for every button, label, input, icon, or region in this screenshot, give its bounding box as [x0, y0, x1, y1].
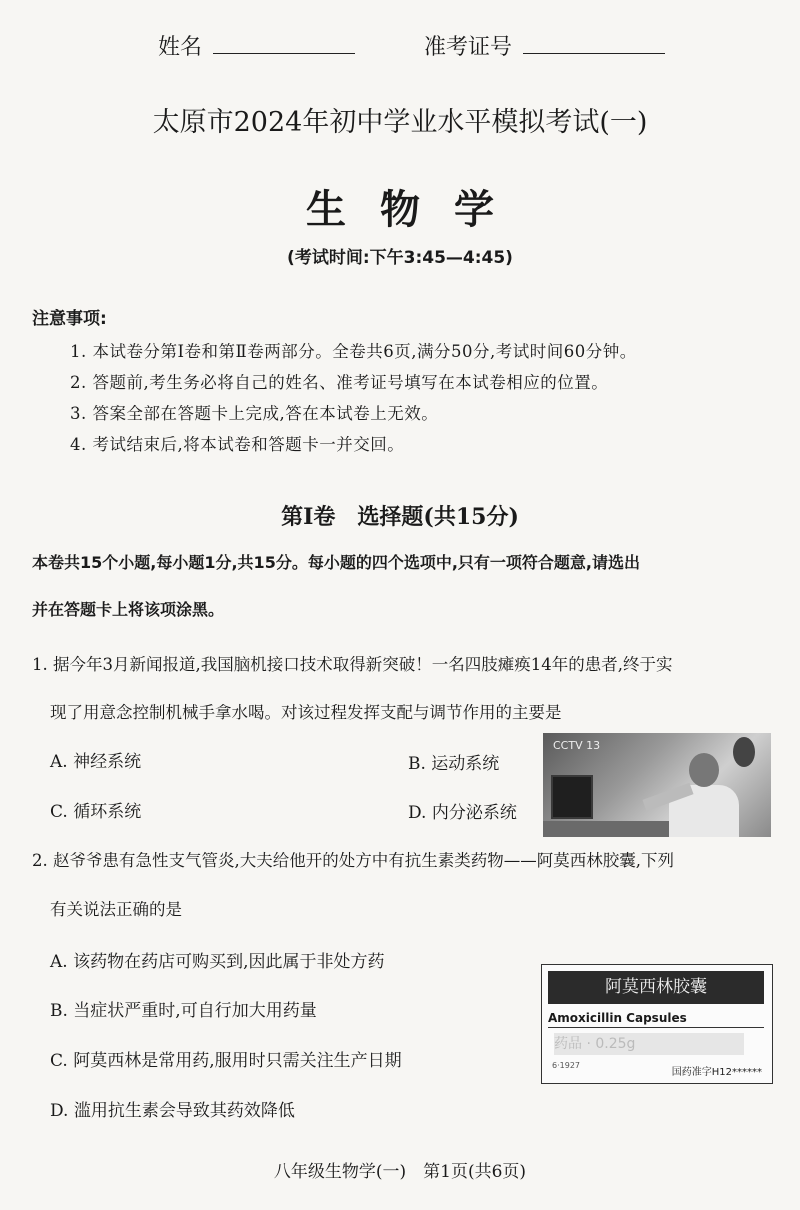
name-field	[158, 30, 355, 61]
question-2-line1: 2. 赵爷爷患有急性支气管炎,大夫给他开的处方中有抗生素类药物——阿莫西林胶囊,下列	[32, 851, 674, 870]
q2-option-d: D. 滥用抗生素会导致其药效降低	[50, 1101, 295, 1121]
medicine-en-name: Amoxicillin Capsules	[548, 1011, 764, 1028]
question-1-line1: 1. 据今年3月新闻报道,我国脑机接口技术取得新突破！一名四肢瘫痪14年的患者,终于实	[32, 655, 673, 674]
medicine-cn-name: 阿莫西林胶囊	[548, 971, 764, 1004]
photo-monitor	[551, 775, 593, 819]
news-photo	[543, 733, 771, 837]
id-field	[424, 30, 665, 61]
notice-item: 3. 答案全部在答题卡上完成,答在本试卷上无效。	[70, 404, 439, 423]
q1-option-b: B. 运动系统	[408, 754, 500, 774]
id-label: 准考证号	[424, 35, 513, 60]
part1-intro-line2: 并在答题卡上将该项涂黑。	[32, 600, 225, 619]
medicine-faint-text: 药品 · 0.25g	[554, 1033, 744, 1055]
exam-time: (考试时间:下午3:45—4:45)	[287, 248, 513, 268]
name-label: 姓名	[158, 35, 203, 60]
notice-item: 4. 考试结束后,将本试卷和答题卡一并交回。	[70, 435, 405, 454]
subject-title: 生物学	[306, 186, 528, 233]
medicine-approval-code: 国药准字H12******	[671, 1067, 762, 1078]
q1-option-d: D. 内分泌系统	[408, 803, 517, 823]
medicine-box-image	[541, 964, 773, 1084]
photo-desk	[543, 821, 673, 837]
question-1-line2: 现了用意念控制机械手拿水喝。对该过程发挥支配与调节作用的主要是	[50, 703, 562, 722]
q2-option-c: C. 阿莫西林是常用药,服用时只需关注生产日期	[50, 1051, 402, 1071]
q2-option-b: B. 当症状严重时,可自行加大用药量	[50, 1001, 317, 1021]
photo-patient-head	[689, 753, 719, 787]
q2-option-a: A. 该药物在药店可购买到,因此属于非处方药	[50, 952, 385, 972]
page-footer: 八年级生物学(一) 第1页(共6页)	[273, 1162, 527, 1182]
medicine-small-text: 6·1927	[552, 1061, 580, 1070]
question-2-line2: 有关说法正确的是	[50, 900, 182, 919]
notice-item: 1. 本试卷分第Ⅰ卷和第Ⅱ卷两部分。全卷共6页,满分50分,考试时间60分钟。	[70, 342, 637, 361]
part1-intro-line1: 本卷共15个小题,每小题1分,共15分。每小题的四个选项中,只有一项符合题意,请选出	[32, 553, 640, 572]
tv-logo: CCTV 13	[553, 739, 601, 752]
id-blank	[523, 31, 665, 54]
exam-title: 太原市2024年初中学业水平模拟考试(一)	[152, 107, 648, 138]
q1-option-c: C. 循环系统	[50, 802, 142, 822]
name-blank	[213, 31, 355, 54]
notice-item: 2. 答题前,考生务必将自己的姓名、准考证号填写在本试卷相应的位置。	[70, 373, 609, 392]
notice-heading: 注意事项:	[32, 309, 107, 329]
part1-title: 第Ⅰ卷 选择题(共15分)	[281, 504, 519, 530]
photo-background-person	[733, 737, 755, 767]
q1-option-a: A. 神经系统	[50, 752, 142, 772]
